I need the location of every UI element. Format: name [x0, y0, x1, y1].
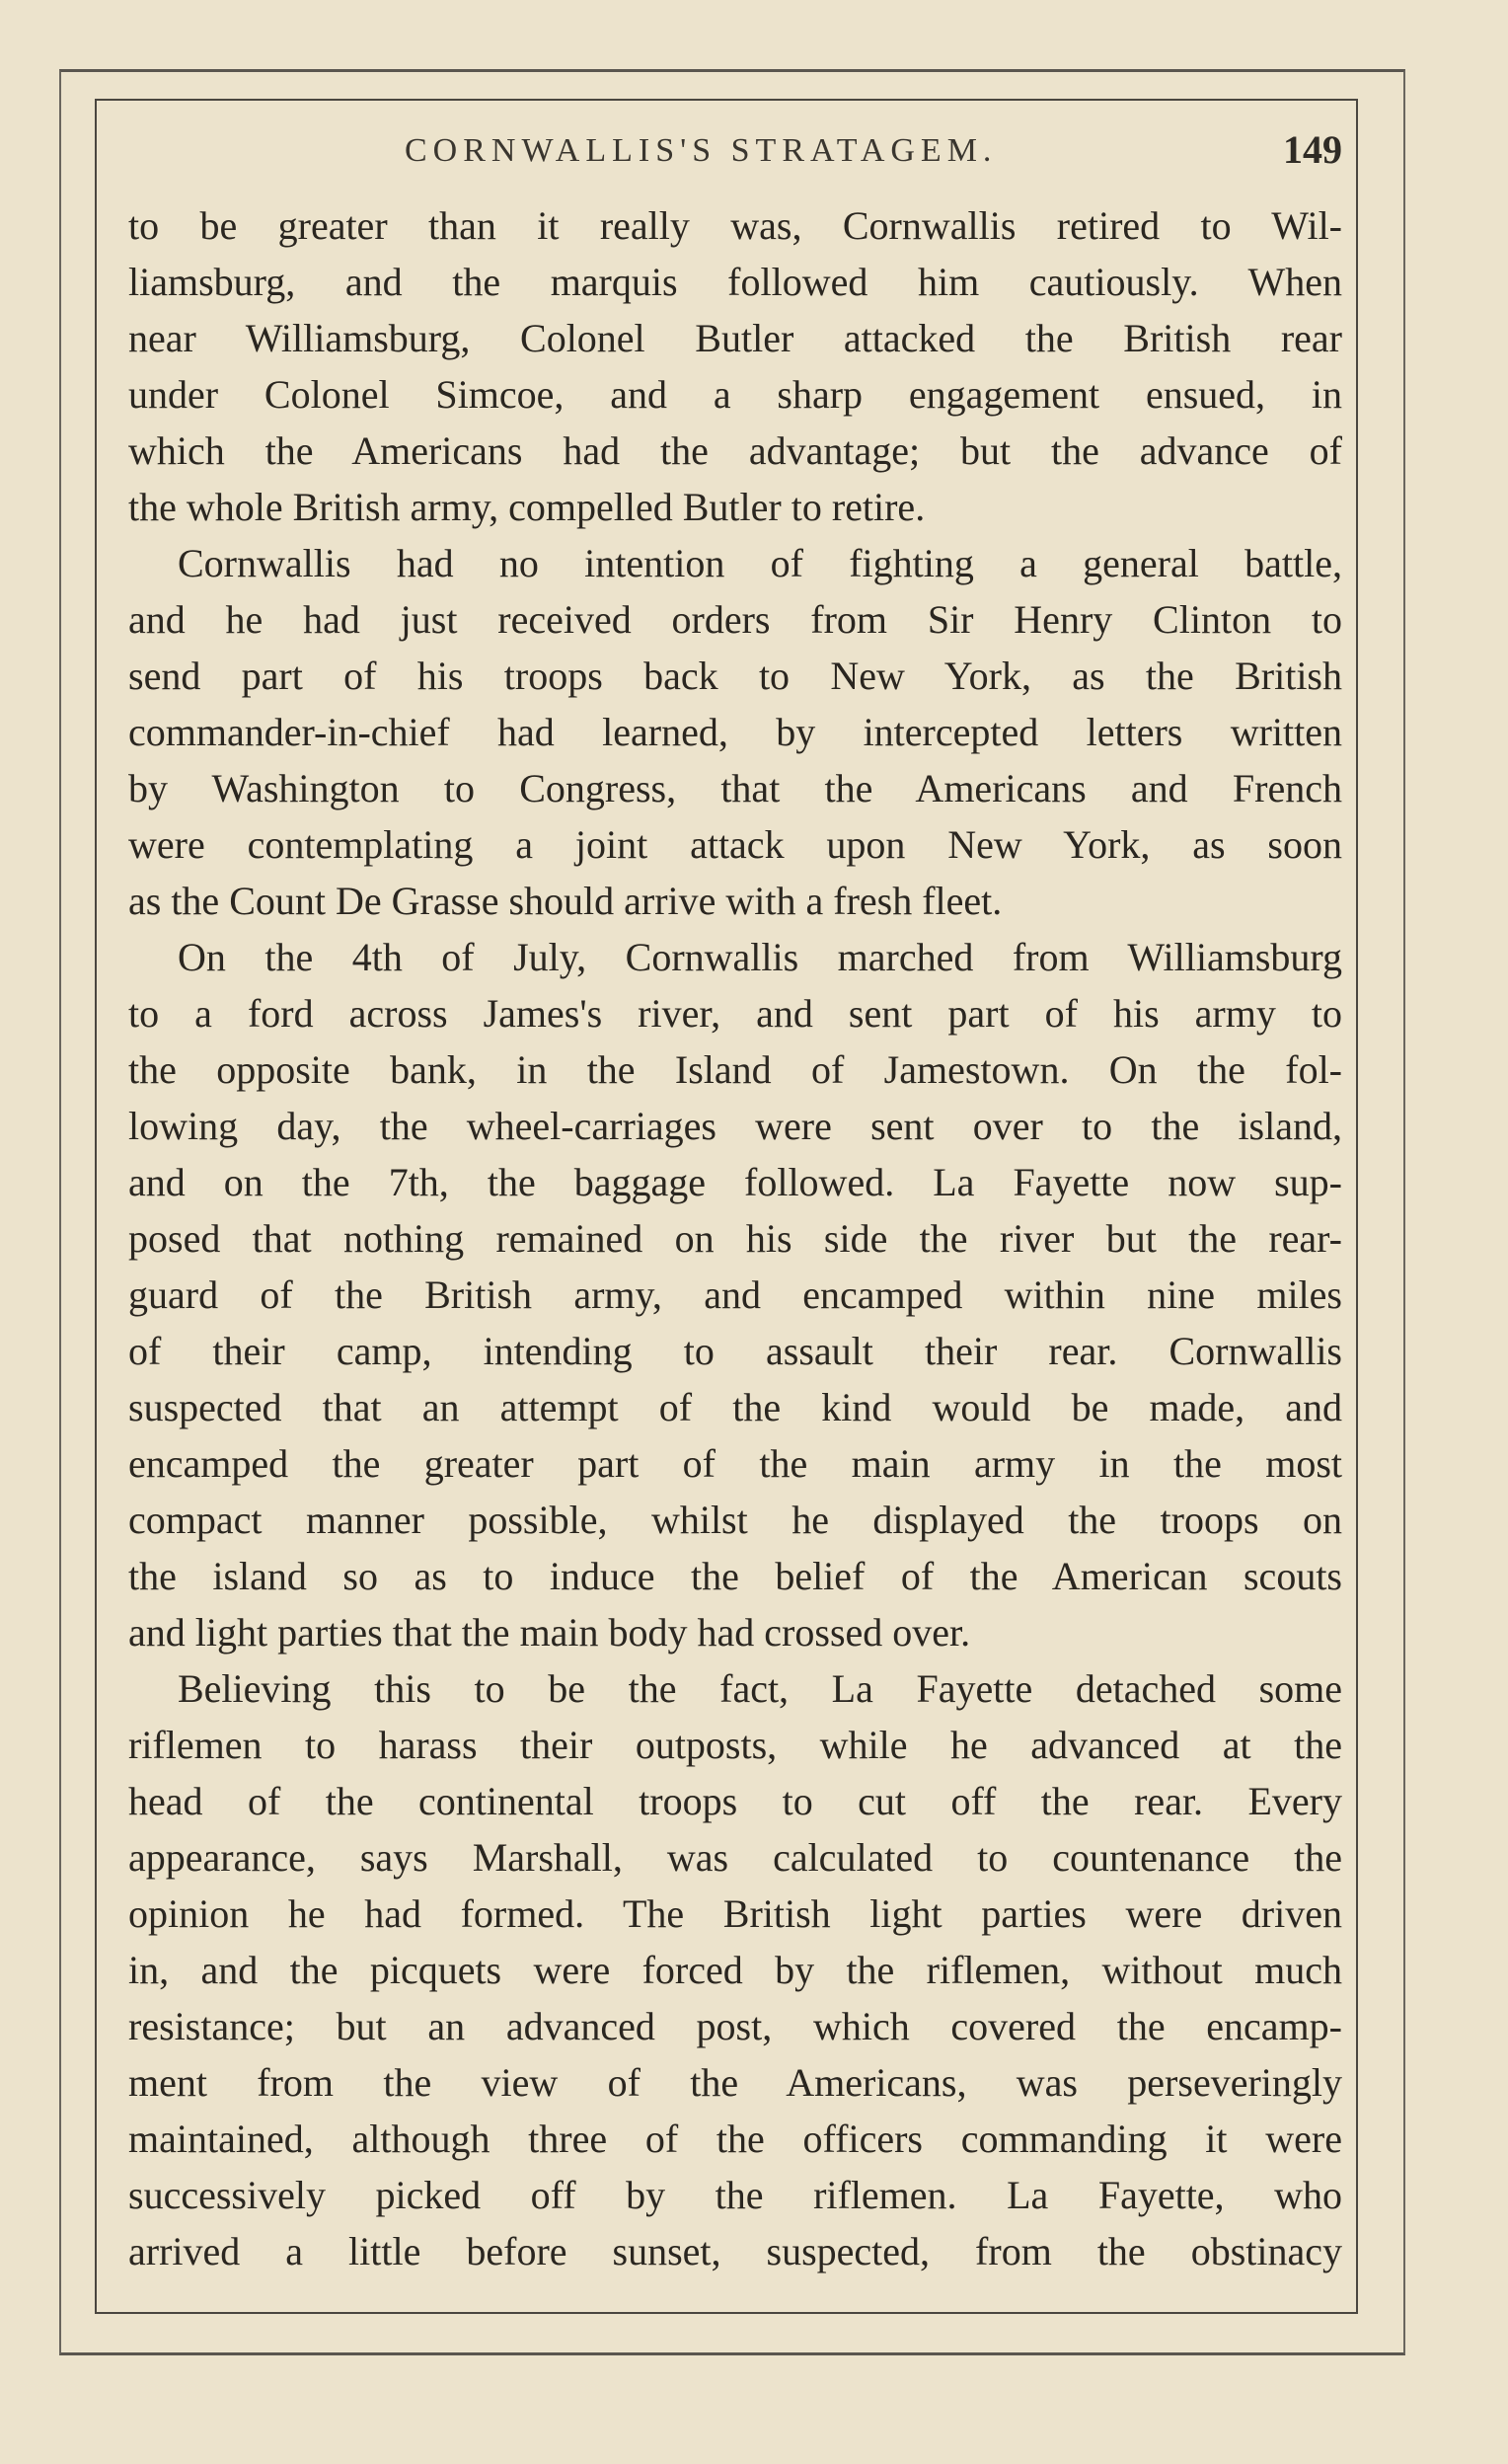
page-number: 149: [1283, 127, 1342, 172]
text-line: compact manner possible, whilst he displayed the troops on: [128, 1498, 1342, 1542]
text-line: in, and the picquets were forced by the riflemen, without much: [128, 1948, 1342, 1992]
text-line: riflemen to harass their outposts, while he advanced at the: [128, 1723, 1342, 1767]
text-line: the island so as to induce the belief of the American scouts: [128, 1554, 1342, 1598]
text-line: Cornwallis had no intention of fighting a general battle,: [178, 541, 1342, 585]
text-line: appearance, says Marshall, was calculated to countenance the: [128, 1835, 1342, 1880]
text-line: and he had just received orders from Sir Henry Clinton to: [128, 597, 1342, 642]
text-line: ment from the view of the Americans, was perseveringly: [128, 2060, 1342, 2105]
body-text: [128, 197, 1342, 2279]
text-line: as the Count De Grasse should arrive with a fresh fleet.: [128, 879, 1003, 923]
text-line: successively picked off by the riflemen. La Fayette, who: [128, 2173, 1342, 2217]
text-line: by Washington to Congress, that the Americans and French: [128, 766, 1342, 810]
text-line: arrived a little before sunset, suspected, from the obstinacy: [128, 2229, 1342, 2273]
text-line: send part of his troops back to New York, as the British: [128, 654, 1342, 698]
text-line: under Colonel Simcoe, and a sharp engagement ensued, in: [128, 372, 1342, 417]
text-line: guard of the British army, and encamped within nine miles: [128, 1272, 1342, 1317]
text-line: maintained, although three of the officers commanding it were: [128, 2117, 1342, 2161]
text-line: were contemplating a joint attack upon New York, as soon: [128, 822, 1342, 867]
text-line: suspected that an attempt of the kind would be made, and: [128, 1385, 1342, 1429]
text-line: resistance; but an advanced post, which covered the encamp-: [128, 2004, 1342, 2048]
text-line: to be greater than it really was, Cornwallis retired to Wil-: [128, 203, 1342, 248]
running-head: CORNWALLIS'S STRATAGEM.: [405, 132, 998, 169]
text-line: On the 4th of July, Cornwallis marched from Williamsburg: [178, 935, 1342, 979]
text-line: to a ford across James's river, and sent part of his army to: [128, 991, 1342, 1036]
text-line: the opposite bank, in the Island of Jamestown. On the fol-: [128, 1047, 1342, 1092]
text-line: of their camp, intending to assault their rear. Cornwallis: [128, 1329, 1342, 1373]
text-line: head of the continental troops to cut off the rear. Every: [128, 1779, 1342, 1823]
page-header: [128, 126, 1342, 186]
text-line: and light parties that the main body had crossed over.: [128, 1610, 971, 1655]
text-line: posed that nothing remained on his side the river but the rear-: [128, 1216, 1342, 1261]
text-line: Believing this to be the fact, La Fayette detached some: [178, 1666, 1342, 1711]
text-line: opinion he had formed. The British light parties were driven: [128, 1891, 1342, 1936]
text-line: lowing day, the wheel-carriages were sent over to the island,: [128, 1104, 1342, 1148]
text-line: which the Americans had the advantage; but the advance of: [128, 428, 1342, 473]
text-line: encamped the greater part of the main army in the most: [128, 1441, 1342, 1486]
text-line: near Williamsburg, Colonel Butler attacked the British rear: [128, 316, 1342, 360]
text-line: and on the 7th, the baggage followed. La Fayette now sup-: [128, 1160, 1342, 1204]
text-line: commander-in-chief had learned, by intercepted letters written: [128, 710, 1342, 754]
text-line: the whole British army, compelled Butler to retire.: [128, 485, 926, 529]
text-line: liamsburg, and the marquis followed him cautiously. When: [128, 260, 1342, 304]
